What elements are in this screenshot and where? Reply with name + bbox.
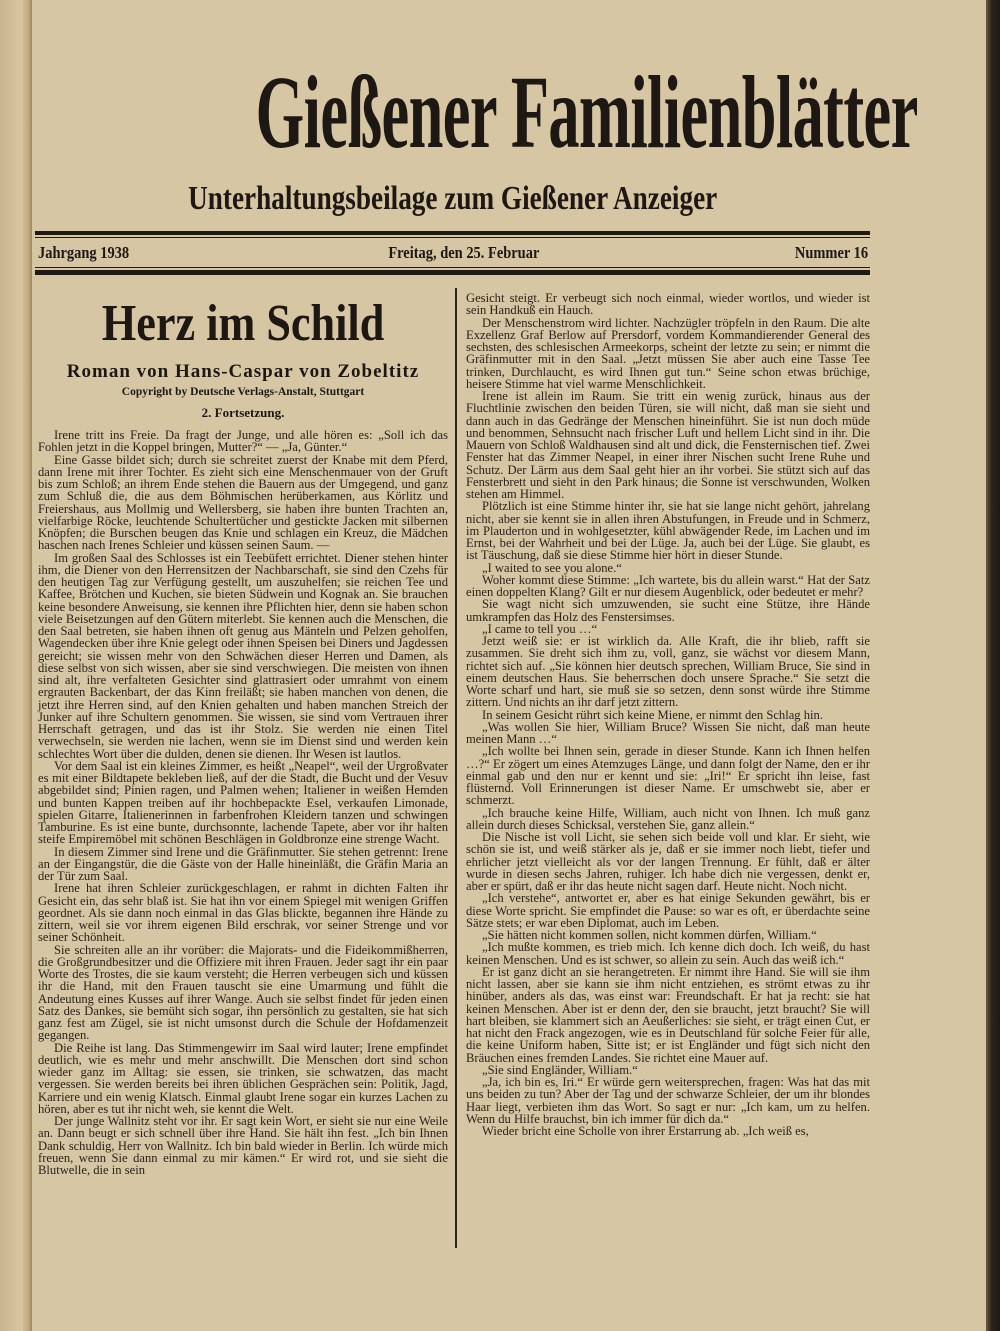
column-divider [455, 288, 457, 1248]
article-paragraph: In diesem Zimmer sind Irene und die Gräfinmutter. Sie stehen getrennt: Irene an der Eingangstür, die die Gäste von der Halle hineinläßt, die Gräfin Maria an der Tür zum Saal. [38, 844, 448, 883]
article-paragraph: „Ja, ich bin es, Iri.“ Er würde gern weitersprechen, fragen: Was hat das mit uns beiden zu tun? Aber der Tag und der schwarze Schleier, der um ihr blondes Haar liegt, verbieten ihm das Wort. So sagt er nur: „Ich kam, um zu helfen. Wenn du Hilfe brauchst, bin ich immer für dich da.“ [466, 1075, 870, 1126]
article-paragraph: Im großen Saal des Schlosses ist ein Teebüfett errichtet. Diener stehen hinter ihm, die Diener von den Herrensitzen der Nachbarschaft, sie sind den Czehs für den heutigen Tag zur Verfügung gestellt, um auszuhelfen; sie reichen Tee und Kaffee, Brötchen und Kuchen, sie bieten Südwein und Kognak an. Sie brauchen keine besondere Anweisung, sie kennen ihre Pflichten hier, denn sie haben schon viele Beisetzungen auf den Gütern miterlebt. Sie kennen auch die Menschen, die den Saal betreten, sie haben ihnen oft genug aus Mänteln und Pelzen geholfen, Wagendecken über ihre Knie gelegt oder ihnen Speisen bei Diners und Jagdessen gereicht; sie wissen mehr von den Schwächen dieser Herren und Damen, als diese selbst von sich wissen, aber sie sind verschwiegen. Die meisten von ihnen sind alt, ihre verfalteten Gesichter sind glattrasiert oder umrahmt von einem ergrauten Backenbart, der das Kinn freiläßt; sie haben manchen von denen, die jetzt ihre Herren sind, auf den Knien gehalten und haben manchen Streich der Junker auf ihre Schultern genommen. Sie wissen, sie sind vom Vertrauen ihrer Herrschaft getragen, und das ist ihr Stolz. Sie werden nie einen Titel verwechseln, sie werden nie lachen, wenn sie im Dienst sind und werden kein schlechtes Wort über die dulden, denen sie dienen. Ihr Wesen ist lautlos. [38, 550, 448, 761]
article-paragraph: Sie schreiten alle an ihr vorüber: die Majorats- und die Fideikommißherren, die Großgrundbesitzer und die Offiziere mit ihren Frauen. Jeder sagt ihr ein paar Worte des Trostes, die sie kaum versteht; die Herren verbeugen sich und küssen ihr die Hand, mit den Frauen tauscht sie eine Umarmung und fühlt die Andeutung eines Kusses auf ihrer Wange. Auch sie selbst findet für jeden einen Satz des Dankes, sie bemüht sich sogar, ihn persönlich zu gestalten, sie hat sich ganz fest am Zügel, sie ist nicht umsonst durch die Schule der Hofdamenzeit gegangen. [38, 942, 448, 1043]
article-paragraph: In seinem Gesicht rührt sich keine Miene, er nimmt den Schlag hin. [482, 707, 823, 722]
article-paragraph: Eine Gasse bildet sich; durch sie schreitet zuerst der Knabe mit dem Pferd, dann Irene mit ihrer Tochter. Es zieht sich eine Menschenmauer von der Gruft bis zum Schloß; an ihrem Ende stehen die Bauern aus der Umgegend, und ganz zum Schluß die, die aus dem Böhmischen herüberkamen, aus Körlitz und Freiershaus, aus Mollmig und Wellersberg, sie haben ihre bunten Trachten an, vielfarbige Röcke, leuchtende Schultertücher und gestickte Jacken mit silbernen Knöpfen; die Burschen beugen das Knie und schlagen ein Kreuz, die Mädchen haschen nach Irenes Schleier und küssen seinen Saum. — [38, 452, 448, 553]
article-paragraph: Irene ist allein im Raum. Sie tritt ein wenig zurück, hinaus aus der Fluchtlinie zwischen den beiden Türen, sie will nicht, daß man sie sieht und dann auch in das Gedränge der Menschen hineinführt. Sie ist nun doch müde und benommen, Sehnsucht nach frischer Luft und hellem Licht sind in ihr. Die Mauern von Schloß Waldhausen sind alt und dick, die Fensternischen tief. Zwei Fenster hat das Zimmer Neapel, in einer ihrer Nischen sucht Irene Ruhe und Schutz. Der Lärm aus dem Saal geht hier an ihr vorbei. Sie stützt sich auf das Fensterbrett und sieht in den Park hinaus; die Sonne ist verschwunden, Wolken stehen am Himmel. [466, 389, 870, 501]
article-paragraph: „Ich wollte bei Ihnen sein, gerade in dieser Stunde. Kann ich Ihnen helfen …?“ Er zögert um eines Atemzuges Länge, und dann folgt der Name, den er ihr einmal gab und den nur er kennt und sie: „Iri!“ Er spricht ihn leise, fast flüsternd. Voll Erinnerungen ist dieser Name. Er umschwebt sie, aber er schmerzt. [466, 744, 870, 808]
header-rule-bottom-thin [35, 267, 870, 268]
article-paragraph: „Ich verstehe“, antwortet er, aber es hat einige Sekunden gewährt, bis er diese Worte spricht. Sie empfindet die Pause: so war es oft, er überdachte seine Sätze stets; er war eben Diplomat, auch im Leben. [466, 891, 870, 930]
article-paragraph: Woher kommt diese Stimme: „Ich wartete, bis du allein warst.“ Hat der Satz einen doppelten Klang? Gilt er nur diesem Augenblick, oder bedeutet er mehr? [466, 572, 870, 599]
article-copyright: Copyright by Deutsche Verlags-Anstalt, Stuttgart [121, 386, 365, 398]
masthead-subtitle [35, 180, 870, 218]
volume-label: Jahrgang 1938 [38, 243, 130, 262]
article-paragraph: Die Nische ist voll Licht, sie sehen sich beide voll und klar. Er sieht, wie schön sie ist, und weiß stärker als je, daß er sie immer noch liebt, tiefer und ehrlicher jetzt vielleicht als vor der langen Trennung. Er fühlt, daß er älter wurde in diesen sechs Jahren, ruhiger. Ich habe dich nie vergessen, denkt er, aber er spürt, daß er ihr das heute nicht sagen darf. Heute nicht. Noch nicht. [466, 830, 870, 893]
header-rule-top [35, 231, 870, 235]
article-paragraph: „Sie hätten nicht kommen sollen, nicht kommen dürfen, William.“ [482, 928, 817, 942]
article-paragraph: Irene hat ihren Schleier zurückgeschlagen, er rahmt in dichten Falten ihr Gesicht ein, das sehr blaß ist. Sie hat ihn vor einem Spiegel mit wenigen Griffen geordnet. Als sie dann noch einmal in das Glas blickte, begannen ihre Hände zu zittern, weil sie vor ihrem eigenen Bild erschrak, vor seiner Strenge und vor seiner Schönheit. [38, 881, 448, 945]
article-paragraph: „Was wollen Sie hier, William Bruce? Wissen Sie nicht, daß man heute meinen Mann …“ [466, 719, 870, 746]
article-paragraph: Gesicht steigt. Er verbeugt sich noch einmal, wieder wortlos, und wieder ist sein Handkuß ein Hauch. [466, 291, 870, 318]
adjacent-page-edge [0, 0, 32, 1331]
article-paragraph: „Sie sind Engländer, William.“ [482, 1062, 638, 1077]
article-paragraph: Er ist ganz dicht an sie herangetreten. Er nimmt ihre Hand. Sie will sie ihm nicht lassen, aber sie kann sie ihm nicht entziehen, es strömt etwas zu ihr hinüber, anders als das, was einst war: Freundschaft. Er hat ja recht: sie hat keinen Menschen. Aber ist er denn der, den sie braucht, jetzt braucht? Sie will hart bleiben, sie klammert sich an Aeußerliches: sie sieht, er trägt einen Cut, er hat nicht den Frack angezogen, wie es in Deutschland für solche Feier für alle, die keine Uniform haben, Sitte ist; er ist Engländer und fügt sich nicht den Bräuchen eines fremden Landes. Sie richtet eine Mauer auf. [466, 964, 870, 1065]
book-binding-edge [986, 0, 1000, 1331]
date-label: Freitag, den 25. Februar [388, 243, 540, 262]
article-paragraph: Wieder bricht eine Scholle von ihrer Erstarrung ab. „Ich weiß es, [482, 1124, 809, 1138]
masthead-title [35, 55, 918, 170]
article-paragraph: Der Menschenstrom wird lichter. Nachzügler tröpfeln in den Raum. Die alte Exzellenz Graf Berlow auf Prersdorf, vordem Kommandierender General des sechsten, des schlesischen Armeekorps, scheint der letzte zu sein; er nimmt die Gräfinmutter mit in den Saal. „Jetzt müssen Sie aber auch eine Tasse Tee trinken, Durchlaucht, es wird Ihnen gut tun.“ Seine schon etwas brüchige, heisere Stimme hat viel warme Menschlichkeit. [466, 315, 870, 391]
article-paragraph: Irene tritt ins Freie. Da fragt der Junge, und alle hören es: „Soll ich das Fohlen jetzt in die Koppel bringen, Mutter?“ — „Ja, Günter.“ [38, 428, 448, 455]
article-paragraph: „I waited to see you alone.“ [482, 560, 622, 575]
masthead-subtitle-text: Unterhaltungsbeilage zum Gießener Anzeiger [187, 180, 718, 217]
left-column [38, 429, 448, 1176]
article-paragraph: Vor dem Saal ist ein kleines Zimmer, es heißt „Neapel“, weil der Urgroßvater es mit einer Bildtapete bekleben ließ, auf der die Stadt, die Bucht und der Vesuv abgebildet sind; Pinien ragen, und Palmen wehen; Italiener in weißen Hemden und bunten Kappen treiben auf ihr hochbepackte Esel, verkaufen Limonade, spielen Gitarre, Italienerinnen in farbenfrohen Kleidern tanzen und schwingen Tamburine. Es ist eine bunte, durchsonnte, lachende Tapete, aber vor ihr halten steife Empiremöbel mit schönen Beschlägen in Goldbronze eine strenge Wacht. [38, 758, 448, 847]
article-title-text: Herz im Schild [101, 295, 385, 352]
header-rule-bottom [35, 270, 870, 275]
article-paragraph: Plötzlich ist eine Stimme hinter ihr, sie hat sie lange nicht gehört, jahrelang nicht, aber sie kennt sie in allen ihren Abstufungen, in Freude und in Schmerz, im Plauderton und in wohlgesetzter, kühl abwägender Rede, im Lachen und im Ernst, bei der Wahrheit und bei der Lüge. Ja, auch bei der Lüge. Sie glaubt, es ist Täuschung, daß sie diese Stimme hier hört in dieser Stunde. [466, 499, 870, 563]
article-paragraph: Der junge Wallnitz steht vor ihr. Er sagt kein Wort, er sieht sie nur eine Weile an. Dann beugt er sich schnell über ihre Hand. Sie hält ihn fest. „Ich bin Ihnen Dank schuldig, Herr von Wallnitz. Ich bin bald wieder in Berlin. Ich würde mich freuen, wenn Sie dann einmal zu mir kämen.“ Er wird rot, und sie sieht die Blutwelle, die in sein [38, 1114, 448, 1177]
issue-info-bar [38, 243, 868, 265]
article-installment: 2. Fortsetzung. [201, 405, 285, 420]
issue-number: Nummer 16 [794, 243, 868, 262]
article-paragraph: Jetzt weiß sie: er ist wirklich da. Alle Kraft, die ihr blieb, rafft sie zusammen. Sie dreht sich ihm zu, voll, ganz, sie wächst vor diesem Mann, richtet sich auf. „Sie können hier deutsch sprechen, William Bruce, Sie sind in einem deutschen Haus. Sie beherrschen doch unsere Sprache.“ Sie setzt die Worte scharf und hart, sie muß sie so setzen, denn sonst würde ihre Stimme zittern. Und nichts an ihr darf jetzt zittern. [466, 634, 870, 710]
right-column [466, 292, 870, 1137]
article-paragraph: „I came to tell you …“ [482, 621, 598, 636]
article-paragraph: Sie wagt nicht sich umzuwenden, sie sucht eine Stütze, ihre Hände umkrampfen das Holz des Fenstersimses. [466, 597, 870, 624]
article-byline: Roman von Hans-Caspar von Zobeltitz [66, 361, 420, 382]
article-title [38, 296, 448, 352]
article-paragraph: Die Reihe ist lang. Das Stimmengewirr im Saal wird lauter; Irene empfindet deutlich, wie es mehr und mehr anschwillt. Die Menschen dort sind schon wieder ganz im Alltag: sie essen, sie trinken, sie schwatzen, das macht vergessen. Sie werden bereits bei ihren üblichen Gesprächen sein: Politik, Jagd, Karriere und ein wenig Klatsch. Einmal glaubt Irene sogar ein kurzes Lachen zu hören, aber es tut ihr nicht weh, sie kennt die Welt. [38, 1040, 448, 1116]
article-paragraph: „Ich brauche keine Hilfe, William, auch nicht von Ihnen. Ich muß ganz allein durch dieses Schicksal, verstehen Sie, ganz allein.“ [466, 805, 870, 832]
masthead-title-text: Gießener Familienblätter [255, 55, 918, 170]
header-rule-top-thin [35, 237, 870, 238]
article-paragraph: „Ich mußte kommen, es trieb mich. Ich kenne dich doch. Ich weiß, du hast keinen Menschen. Und es ist schwer, so allein zu sein. Auch das weiß ich.“ [466, 940, 870, 967]
